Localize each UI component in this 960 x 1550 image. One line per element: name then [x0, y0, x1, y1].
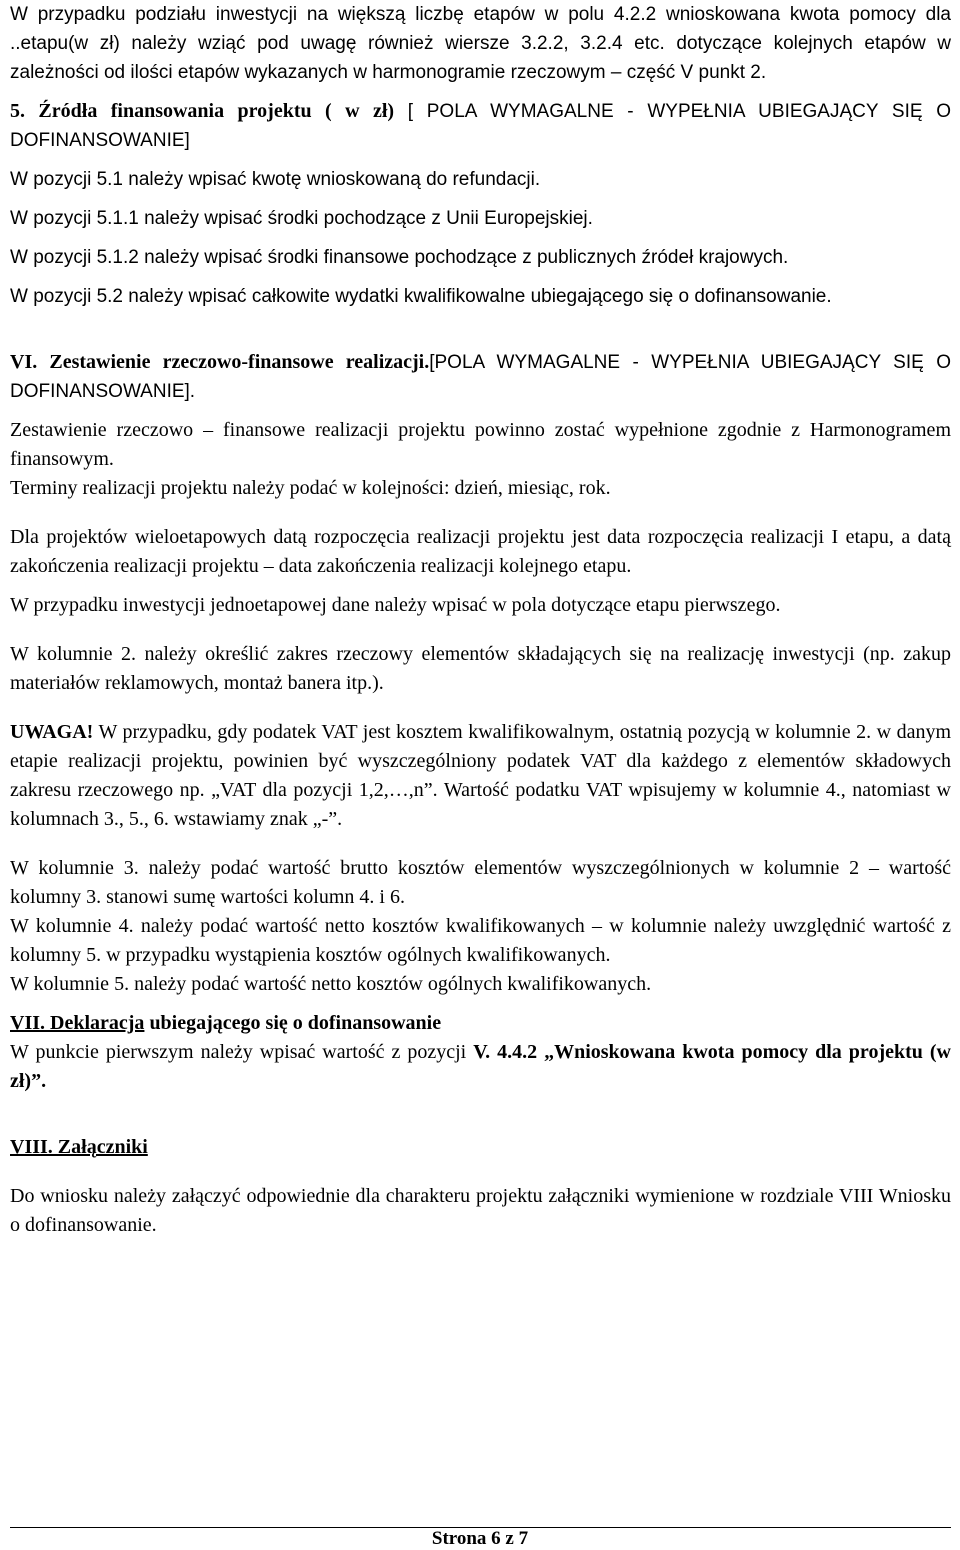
section-6-warning [10, 718, 951, 834]
section-6-heading-bold: VI. Zestawienie rzeczowo-finansowe realizacji. [10, 351, 430, 373]
section-8-paragraph: Do wniosku należy załączyć odpowiednie dla charakteru projektu załączniki wymienione w rozdziale VIII Wniosku o dofinansowanie. [10, 1185, 951, 1236]
section-6-paragraph-5: W kolumnie 2. należy określić zakres rzeczowy elementów składających się na realizację inwestycji (np. zakup materiałów reklamowych, montaż banera itp.). [10, 643, 951, 694]
section-6-heading-rest: [POLA WYMAGALNE - WYPEŁNIA UBIEGAJĄCY SIĘ O DOFINANSOWANIE]. [10, 352, 951, 402]
warning-label: UWAGA! [10, 721, 94, 743]
section-6-paragraph-8: W kolumnie 5. należy podać wartość netto kosztów ogólnych kwalifikowanych. [10, 973, 652, 995]
section-5-item-5-1-2: W pozycji 5.1.2 należy wpisać środki finansowe pochodzące z publicznych źródeł krajowych. [10, 247, 789, 268]
section-6-paragraph-1: Zestawienie rzeczowo – finansowe realizacji projektu powinno zostać wypełnione zgodnie z Harmonogramem finansowym. [10, 419, 951, 470]
section-7-paragraph-plain: W punkcie pierwszym należy wpisać wartość z pozycji [10, 1041, 474, 1063]
document-page [10, 0, 951, 1240]
section-7-heading-rest: ubiegającego się o dofinansowanie [144, 1012, 442, 1034]
section-5-item-5-2: W pozycji 5.2 należy wpisać całkowite wydatki kwalifikowalne ubiegającego się o dofinansowanie. [10, 286, 832, 307]
section-5-heading-bold: 5. Źródła finansowania projektu ( w zł) [10, 100, 395, 122]
section-6-heading [10, 348, 951, 406]
warning-text: W przypadku, gdy podatek VAT jest kosztem kwalifikowalnym, ostatnią pozycją w kolumnie 2. w danym etapie realizacji projektu, powinien być wyszczególniony podatek VAT dla każdego z elementów składowych zakresu rzeczowego np. „VAT dla pozycji 1,2,…,n”. Wartość podatku VAT wpisujemy w kolumnie 4., natomiast w kolumnach 3., 5., 6. wstawiamy znak „-”. [10, 721, 951, 830]
section-6-paragraph-4: W przypadku inwestycji jednoetapowej dane należy wpisać w pola dotyczące etapu pierwszego. [10, 594, 781, 616]
section-6-paragraph-7: W kolumnie 4. należy podać wartość netto kosztów kwalifikowanych – w kolumnie należy uwzględnić wartość z kolumny 5. w przypadku wystąpienia kosztów ogólnych kwalifikowanych. [10, 915, 951, 966]
section-5-item-5-1: W pozycji 5.1 należy wpisać kwotę wnioskowaną do refundacji. [10, 169, 541, 190]
section-5-heading [10, 97, 951, 155]
intro-paragraph: W przypadku podziału inwestycji na większą liczbę etapów w polu 4.2.2 wnioskowana kwota pomocy dla ..etapu(w zł) należy wziąć pod uwagę również wiersze 3.2.2, 3.2.4 etc. dotyczące kolejnych etapów w zależności od ilości etapów wykazanych w harmonogramie rzeczowym – część V punkt 2. [10, 4, 951, 83]
section-6-paragraph-2: Terminy realizacji projektu należy podać w kolejności: dzień, miesiąc, rok. [10, 477, 611, 499]
section-7-heading-underlined: VII. Deklaracja [10, 1012, 145, 1034]
section-5-item-5-1-1: W pozycji 5.1.1 należy wpisać środki pochodzące z Unii Europejskiej. [10, 208, 593, 229]
section-8-heading: VIII. Załączniki [10, 1136, 148, 1158]
section-6-paragraph-3: Dla projektów wieloetapowych datą rozpoczęcia realizacji projektu jest data rozpoczęcia realizacji I etapu, a datą zakończenia realizacji projektu – data zakończenia realizacji kolejnego etapu. [10, 526, 951, 577]
section-7-paragraph-bold: V. 4.4.2 „Wnioskowana kwota pomocy dla projektu (w zł)”. [10, 1041, 951, 1092]
section-5-heading-rest: [ POLA WYMAGALNE - WYPEŁNIA UBIEGAJĄCY SIĘ O DOFINANSOWANIE] [10, 101, 952, 151]
section-7-paragraph [10, 1038, 951, 1096]
section-6-paragraph-6: W kolumnie 3. należy podać wartość brutto kosztów elementów wyszczególnionych w kolumnie 2 – wartość kolumny 3. stanowi sumę wartości kolumn 4. i 6. [10, 857, 951, 908]
page-number: Strona 6 z 7 [431, 1528, 529, 1549]
section-7-heading [10, 1009, 951, 1038]
